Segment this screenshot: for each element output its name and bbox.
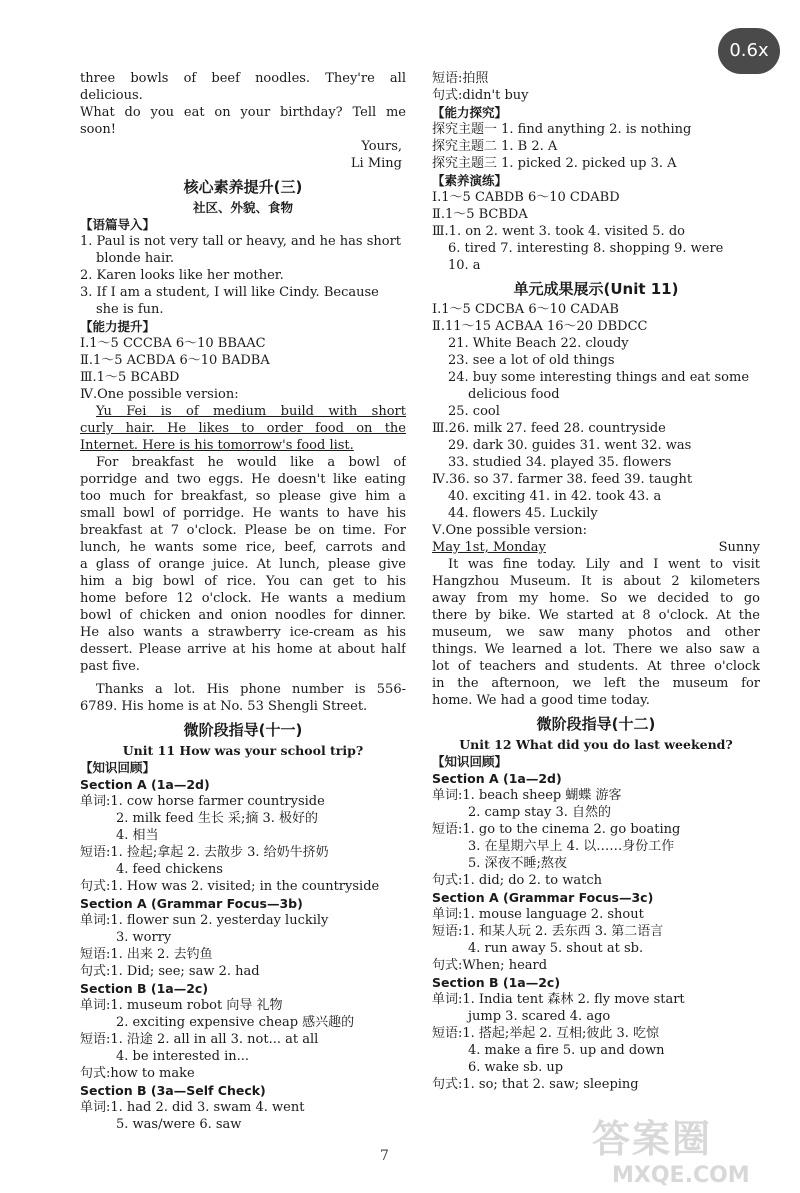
- answer-line: 单词:1. museum robot 向导 礼物: [80, 998, 283, 1013]
- subsection-head: Section A (1a—2d): [432, 771, 562, 786]
- answer-line: blonde hair.: [96, 251, 175, 266]
- essay-body: [80, 454, 406, 715]
- text-line: three bowls of beef noodles. They're all delicious.: [80, 71, 406, 103]
- diary-body: [432, 556, 760, 709]
- practice-list: [432, 189, 760, 274]
- subsection-head: Section B (1a—2c): [80, 981, 209, 996]
- answer-line: 23. see a lot of old things: [448, 353, 615, 368]
- letter-ending: [80, 70, 406, 172]
- essay-line: For breakfast he would like a bowl of: [96, 455, 406, 470]
- answer-line: 4. be interested in...: [116, 1049, 250, 1064]
- text-line: What do you eat on your birthday? Tell me: [80, 105, 406, 120]
- answer-line: 2. exciting expensive cheap 感兴趣的: [116, 1015, 355, 1030]
- essay-line: Thanks a lot. His phone number is 556-: [96, 682, 406, 697]
- answer-line: 短语:1. 和某人玩 2. 丢东西 3. 第二语言: [432, 924, 664, 939]
- answer-line: Ⅲ.1. on 2. went 3. took 4. visited 5. do: [432, 224, 685, 239]
- watermark-site: MXQE.COM: [612, 1163, 750, 1188]
- answer-line: 21. White Beach 22. cloudy: [448, 336, 629, 351]
- diary-line: things. We learned a lot. There we also saw a: [432, 642, 760, 657]
- essay-line: small bowl of porridge. He wants to have his: [80, 506, 406, 521]
- essay-line: a glass of orange juice. At lunch, please give: [80, 557, 406, 572]
- answer-line: she is fun.: [96, 302, 164, 317]
- answer-line: 单词:1. cow horse farmer countryside: [80, 794, 325, 809]
- essay-line: He also wants a strawberry ice-cream as his: [80, 625, 406, 640]
- text-line: soon!: [80, 122, 116, 137]
- answer-line: 1. Paul is not very tall or heavy, and he has short: [80, 234, 402, 249]
- unit-title: Unit 11 How was your school trip?: [122, 743, 364, 758]
- answer-line: 单词:1. mouse language 2. shout: [432, 907, 644, 922]
- diary-line: home. We had a good time today.: [432, 693, 650, 708]
- watermark-logo: 答案圈: [592, 1117, 713, 1161]
- answer-line: 25. cool: [448, 404, 500, 419]
- essay-underlined-line: curly hair. He likes to order food on the: [80, 421, 406, 436]
- answer-line: 句式:how to make: [80, 1066, 195, 1081]
- answer-line: 4. feed chickens: [116, 862, 223, 877]
- answer-line: 4. run away 5. shout at sb.: [468, 941, 644, 956]
- zoom-level-badge[interactable]: 0.6x: [718, 28, 780, 74]
- answer-line: 单词:1. India tent 森林 2. fly move start: [432, 992, 685, 1007]
- essay-line: past five.: [80, 659, 140, 674]
- diary-line: there by bike. We started at 8 o'clock. At the: [432, 608, 760, 623]
- diary-line: away from my home. So we decided to go: [432, 591, 760, 606]
- knowledge-review-list: [432, 770, 760, 1093]
- answer-line: Ⅱ.11～15 ACBAA 16～20 DBDCC: [432, 319, 648, 334]
- essay-underlined-line: Internet. Here is his tomorrow's food list.: [80, 438, 354, 453]
- letter-signature: Li Ming: [350, 156, 402, 171]
- answer-line: 2. camp stay 3. 自然的: [468, 805, 612, 820]
- answer-line: 探究主题二 1. B 2. A: [432, 139, 558, 154]
- left-column: [80, 70, 406, 1133]
- section-title: 核心素养提升(三): [183, 178, 303, 196]
- answer-line: 句式:1. Did; see; saw 2. had: [80, 964, 260, 979]
- answer-line: 句式:When; heard: [432, 958, 548, 973]
- section-head: 【素养演练】: [432, 173, 508, 188]
- answer-line: 句式:1. How was 2. visited; in the countryside: [80, 879, 380, 894]
- answer-line: 短语:1. 搭起;举起 2. 互相;彼此 3. 吃惊: [432, 1026, 660, 1041]
- answer-line: 2. milk feed 生长 采;摘 3. 极好的: [116, 811, 319, 826]
- answer-line: Ⅰ.1～5 CDCBA 6～10 CADAB: [432, 302, 619, 317]
- right-column: [432, 70, 760, 1093]
- essay-line: home before 12 o'clock. He wants a medium: [80, 591, 406, 606]
- answer-line: 探究主题三 1. picked 2. picked up 3. A: [432, 156, 677, 171]
- answer-line: 24. buy some interesting things and eat some: [448, 370, 750, 385]
- diary-date: May 1st, Monday: [432, 540, 546, 555]
- answer-line: 3. If I am a student, I will like Cindy. Because: [80, 285, 379, 300]
- subsection-head: Section A (Grammar Focus—3c): [432, 890, 654, 905]
- answer-line: Ⅳ.One possible version:: [80, 387, 239, 402]
- subsection-head: Section B (3a—Self Check): [80, 1083, 266, 1098]
- essay-line: lunch, he wants some rice, beef, carrots and: [80, 540, 406, 555]
- answer-line: 6. wake sb. up: [468, 1060, 564, 1075]
- subsection-head: Section B (1a—2c): [432, 975, 561, 990]
- answer-line: 短语:1. go to the cinema 2. go boating: [432, 822, 681, 837]
- diary-line: in the afternoon, we left the museum for: [432, 676, 760, 691]
- answer-line: Ⅲ.1～5 BCABD: [80, 370, 180, 385]
- answer-line: 短语:拍照: [432, 71, 489, 86]
- section-head: 【能力提升】: [80, 319, 156, 334]
- essay-line: 6789. His home is at No. 53 Shengli Street.: [80, 699, 368, 714]
- answer-line: 句式:didn't buy: [432, 88, 529, 103]
- section-head: 【能力探究】: [432, 105, 508, 120]
- essay-line: breakfast at 7 o'clock. Please be on time. For: [80, 523, 406, 538]
- answer-line: 4. 相当: [116, 828, 159, 843]
- answer-line: 5. was/were 6. saw: [116, 1117, 242, 1132]
- answer-line: Ⅳ.36. so 37. farmer 38. feed 39. taught: [432, 472, 693, 487]
- answer-line: 短语:1. 出来 2. 去钓鱼: [80, 947, 213, 962]
- section-head: 【语篇导入】: [80, 217, 156, 232]
- essay-line: bowl of chicken and onion noodles for dinner.: [80, 608, 406, 623]
- answer-line: jump 3. scared 4. ago: [468, 1009, 611, 1024]
- answer-line: 29. dark 30. guides 31. went 32. was: [448, 438, 692, 453]
- answer-line: 10. a: [448, 258, 481, 273]
- answer-line: 3. 在星期六早上 4. 以……身份工作: [468, 839, 675, 854]
- diary-line: museum, we saw many photos and other: [432, 625, 760, 640]
- answer-line: Ⅰ.1～5 CCCBA 6～10 BBAAC: [80, 336, 266, 351]
- answer-line: 3. worry: [116, 930, 172, 945]
- answer-line: 短语:1. 沿途 2. all in all 3. not... at all: [80, 1032, 319, 1047]
- section-title: 微阶段指导(十二): [536, 715, 656, 733]
- essay-line: dessert. Please arrive at his home at about half: [80, 642, 406, 657]
- section-subtitle: 社区、外貌、食物: [192, 200, 293, 215]
- letter-closing: Yours,: [361, 139, 402, 154]
- answer-line: 单词:1. flower sun 2. yesterday luckily: [80, 913, 329, 928]
- answer-line: 单词:1. beach sheep 蝴蝶 游客: [432, 788, 622, 803]
- answer-line: delicious food: [468, 387, 560, 402]
- page-number: 7: [380, 1148, 389, 1164]
- section-title: 微阶段指导(十一): [183, 721, 303, 739]
- answer-line: Ⅴ.One possible version:: [432, 523, 587, 538]
- result-list: [432, 301, 760, 539]
- essay-line: him a big bowl of rice. You can get to his: [80, 574, 406, 589]
- answer-line: 探究主题一 1. find anything 2. is nothing: [432, 122, 692, 137]
- section-head: 【知识回顾】: [80, 760, 156, 775]
- knowledge-review-list: [80, 776, 406, 1133]
- subsection-head: Section A (Grammar Focus—3b): [80, 896, 303, 911]
- watermark: [592, 1108, 750, 1188]
- essay-line: too much for breakfast, so please give him a: [80, 489, 406, 504]
- answer-line: 4. make a fire 5. up and down: [468, 1043, 665, 1058]
- answer-line: Ⅰ.1～5 CABDB 6～10 CDABD: [432, 190, 620, 205]
- answer-line: 44. flowers 45. Luckily: [448, 506, 598, 521]
- answer-line: 单词:1. had 2. did 3. swam 4. went: [80, 1100, 305, 1115]
- section-head: 【知识回顾】: [432, 754, 508, 769]
- essay-line: porridge and two eggs. He doesn't like eating: [80, 472, 406, 487]
- diary-header: [432, 539, 760, 556]
- section-title: 单元成果展示(Unit 11): [513, 280, 679, 298]
- unit-title: Unit 12 What did you do last weekend?: [459, 737, 733, 752]
- answer-line: 33. studied 34. played 35. flowers: [448, 455, 672, 470]
- answer-line: Ⅱ.1～5 BCBDA: [432, 207, 528, 222]
- answer-line: Ⅱ.1～5 ACBDA 6～10 BADBA: [80, 353, 270, 368]
- answer-line: 短语:1. 捡起;拿起 2. 去散步 3. 给奶牛挤奶: [80, 845, 329, 860]
- diary-line: It was fine today. Lily and I went to visit: [448, 557, 760, 572]
- subsection-head: Section A (1a—2d): [80, 777, 210, 792]
- answer-line: 句式:1. so; that 2. saw; sleeping: [432, 1077, 639, 1092]
- answer-line: 句式:1. did; do 2. to watch: [432, 873, 602, 888]
- answer-line: 2. Karen looks like her mother.: [80, 268, 284, 283]
- answer-line: 40. exciting 41. in 42. took 43. a: [448, 489, 662, 504]
- answer-line: 6. tired 7. interesting 8. shopping 9. were: [448, 241, 724, 256]
- essay-underlined-line: Yu Fei is of medium build with short: [96, 404, 406, 419]
- diary-weather: Sunny: [718, 540, 760, 555]
- diary-line: Hangzhou Museum. It is about 2 kilometers: [432, 574, 760, 589]
- answer-line: Ⅲ.26. milk 27. feed 28. countryside: [432, 421, 666, 436]
- answer-line: 5. 深夜不睡;熬夜: [468, 856, 567, 871]
- diary-line: lot of teachers and students. At three o'clock: [432, 659, 760, 674]
